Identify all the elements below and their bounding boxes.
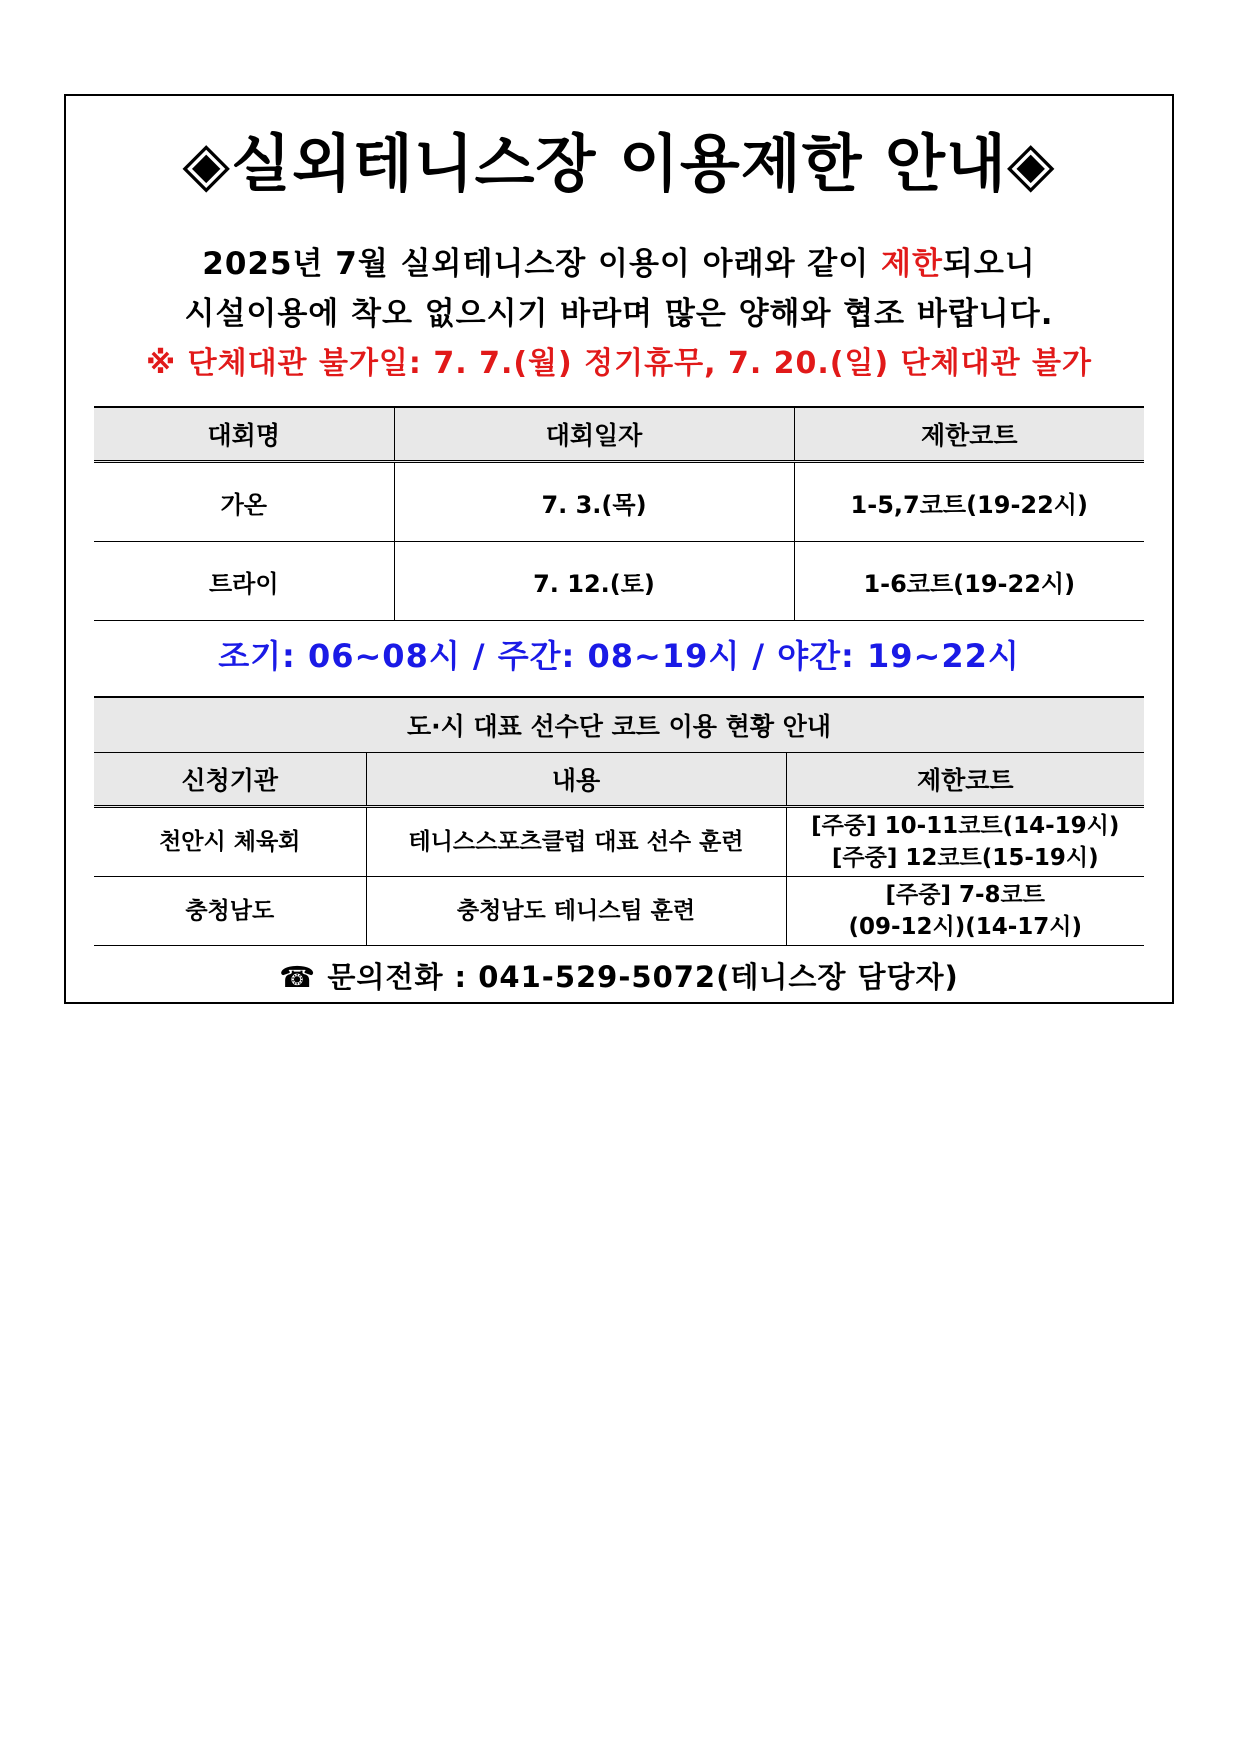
intro-line-1-post: 되오니 [942, 246, 1036, 282]
intro-line-1 [66, 244, 1172, 284]
table-row [94, 877, 1144, 946]
usage-content: 테니스스포츠클럽 대표 선수 훈련 [366, 807, 786, 877]
table-header-row [94, 407, 1144, 462]
restricted-courts: 1-5,7코트(19-22시) [794, 462, 1144, 542]
contact-line [66, 956, 1172, 998]
telephone-icon: ☎ [279, 960, 317, 994]
courts-line-2: [주중] 12코트(15-19시) [831, 845, 1099, 871]
header-tournament-date: 대회일자 [394, 407, 794, 462]
group-rental-warning: ※ 단체대관 불가일: 7. 7.(월) 정기휴무, 7. 20.(일) 단체대관 불가 [146, 346, 1092, 381]
team-usage-caption: 도·시 대표 선수단 코트 이용 현황 안내 [94, 697, 1144, 753]
intro-line-2: 시설이용에 착오 없으시기 바라며 많은 양해와 협조 바랍니다. [184, 296, 1054, 332]
team-usage-table [94, 696, 1144, 946]
tournament-table [94, 406, 1144, 621]
tournament-date: 7. 12.(토) [394, 542, 794, 621]
intro-highlight: 제한 [881, 246, 943, 282]
table-header-row [94, 753, 1144, 807]
table-caption-row [94, 697, 1144, 753]
contact-text: 문의전화 : 041-529-5072(테니스장 담당자) [327, 960, 959, 994]
header-content: 내용 [366, 753, 786, 807]
courts-line-2: (09-12시)(14-17시) [848, 914, 1083, 940]
usage-content: 충청남도 테니스팀 훈련 [366, 877, 786, 946]
applicant-org: 천안시 체육회 [94, 807, 366, 877]
header-restricted-courts: 제한코트 [786, 753, 1144, 807]
notice-box [64, 94, 1174, 1004]
restricted-courts: 1-6코트(19-22시) [794, 542, 1144, 621]
header-applicant: 신청기관 [94, 753, 366, 807]
tournament-name: 가온 [94, 462, 394, 542]
table-row [94, 542, 1144, 621]
page-title: ◈실외테니스장 이용제한 안내◈ [182, 127, 1056, 200]
applicant-org: 충청남도 [94, 877, 366, 946]
header-restricted-courts: 제한코트 [794, 407, 1144, 462]
table-row [94, 807, 1144, 877]
tournament-date: 7. 3.(목) [394, 462, 794, 542]
restricted-courts [786, 877, 1144, 946]
header-tournament-name: 대회명 [94, 407, 394, 462]
intro-line-1-pre: 2025년 7월 실외테니스장 이용이 아래와 같이 [202, 246, 881, 282]
tournament-name: 트라이 [94, 542, 394, 621]
courts-line-1: [주중] 10-11코트(14-19시) [811, 813, 1120, 839]
courts-line-1: [주중] 7-8코트 [885, 882, 1045, 908]
table-row [94, 462, 1144, 542]
restricted-courts [786, 807, 1144, 877]
operating-hours: 조기: 06~08시 / 주간: 08~19시 / 야간: 19~22시 [218, 637, 1020, 675]
